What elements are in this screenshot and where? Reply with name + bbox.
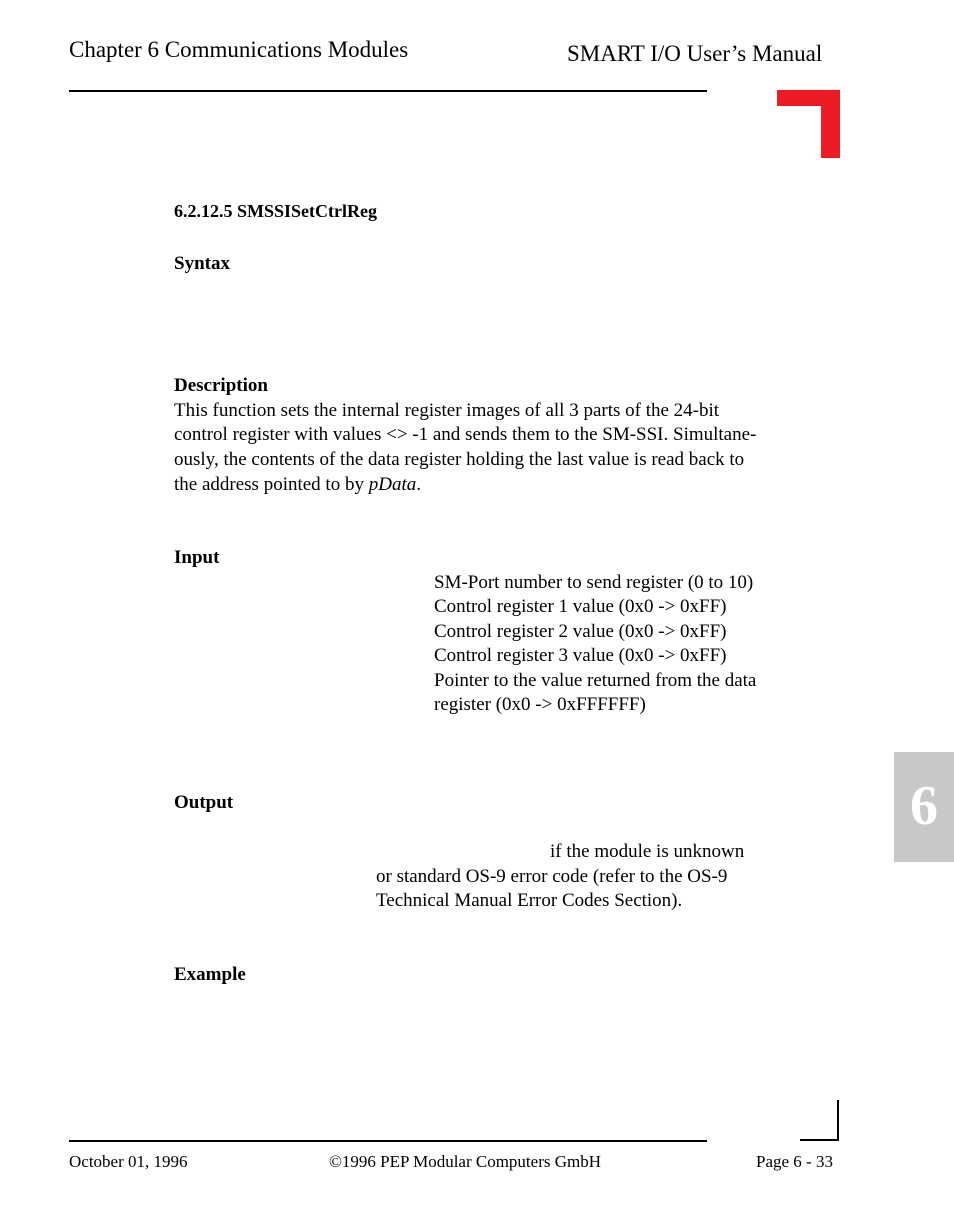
description-line-4-prefix: the address pointed to by	[174, 474, 369, 495]
footer-date: October 01, 1996	[69, 1152, 188, 1171]
description-line-4	[174, 474, 421, 496]
output-line-2: or standard OS-9 error code (refer to the OS-9	[376, 866, 728, 887]
input-line-ctrl2: Control register 2 value (0x0 -> 0xFF)	[434, 621, 727, 642]
output-line-3: Technical Manual Error Codes Section).	[376, 890, 683, 911]
crop-mark-horizontal	[800, 1139, 839, 1141]
description-line-2: control register with values <> -1 and sends them to the SM-SSI. Simultane-	[174, 424, 757, 445]
input-line-pointer: Pointer to the value returned from the data	[434, 670, 757, 691]
chapter-title: Chapter 6 Communications Modules	[69, 37, 409, 62]
description-line-4-suffix: .	[416, 474, 421, 495]
chapter-tab-number: 6	[910, 775, 938, 837]
footer-copyright: ©1996 PEP Modular Computers GmbH	[329, 1152, 602, 1171]
description-heading: Description	[174, 375, 268, 396]
manual-title: SMART I/O User’s Manual	[567, 41, 823, 66]
output-heading: Output	[174, 792, 234, 813]
example-heading: Example	[174, 964, 246, 985]
pdata-emphasis: pData	[368, 474, 417, 495]
footer-page-number: Page 6 - 33	[756, 1152, 833, 1171]
input-line-ctrl1: Control register 1 value (0x0 -> 0xFF)	[434, 596, 727, 617]
description-line-3: ously, the contents of the data register holding the last value is read back to	[174, 449, 745, 470]
syntax-heading: Syntax	[174, 253, 230, 274]
input-line-register: register (0x0 -> 0xFFFFFF)	[434, 694, 646, 715]
input-heading: Input	[174, 547, 220, 568]
output-line-1: if the module is unknown	[550, 841, 745, 862]
red-corner-mark-vertical	[821, 90, 840, 158]
description-line-1: This function sets the internal register images of all 3 parts of the 24-bit	[174, 400, 720, 421]
section-heading: 6.2.12.5 SMSSISetCtrlReg	[174, 201, 377, 221]
chapter-tab	[894, 752, 954, 862]
footer-rule	[69, 1140, 707, 1142]
input-line-ctrl3: Control register 3 value (0x0 -> 0xFF)	[434, 645, 727, 666]
header-rule	[69, 90, 707, 92]
input-line-port: SM-Port number to send register (0 to 10)	[434, 572, 754, 593]
crop-mark-vertical	[837, 1100, 839, 1141]
